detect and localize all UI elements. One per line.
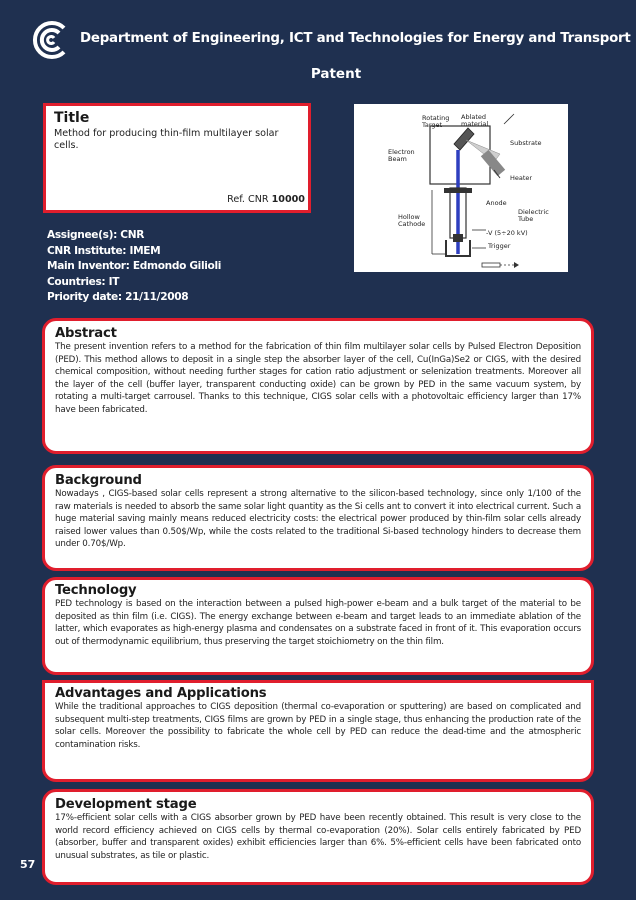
patent-meta [47, 228, 221, 306]
ped-diagram [354, 104, 568, 272]
development-card [42, 789, 594, 885]
ped-diagram-drawing [354, 104, 568, 272]
label-rotating-target: Rotating Target [422, 114, 450, 129]
background-text: Nowadays , CIGS-based solar cells represent a strong alternative to the silicon-based technology, since only 1/100 of the raw materials is needed to absorb the same solar light quantity as the Si cells ant to convert it into electrical current. Such a huge material saving mainly means reduced electricity costs: the electrical power produced by thin-film solar cells already raised lower values than 0.50$/Wp, while the costs related to the traditional Si-based technology hinders to decrease them under 0.70$/Wp. [55, 489, 581, 550]
main-inventor: Main Inventor: Edmondo Gilioli [47, 260, 222, 273]
title-text: Method for producing thin-film multilayer solar cells. [54, 128, 279, 151]
institute: CNR Institute: IMEM [47, 244, 161, 257]
title-box [43, 103, 311, 213]
abstract-heading: Abstract [55, 326, 117, 341]
label-voltage: -V (5÷20 kV) [486, 229, 528, 237]
development-heading: Development stage [55, 797, 197, 812]
label-hollow-cathode: Hollow Cathode [398, 213, 426, 228]
cathode-core [453, 234, 463, 242]
label-anode: Anode [486, 199, 507, 207]
technology-heading: Technology [55, 583, 137, 598]
development-text: 17%-efficient solar cells with a CIGS absorber grown by PED have been recently obtained. This result is very close to the world record efficiency achieved on CIGS cells by thermal co-evaporation (20%). Solar cells entirely fabricated by PED (absorber, buffer and transparent oxides) exhibit efficiencies larger than 6%. 5%-efficient cells have been fabricated onto unusual substrates, as tile or plastic. [55, 813, 581, 861]
label-substrate: Substrate [510, 139, 542, 147]
ref-prefix: Ref. CNR [227, 194, 272, 205]
label-ablated-material: Ablated material [461, 113, 489, 128]
ref-number: 10000 [271, 194, 305, 205]
cnr-logo-icon [30, 20, 70, 60]
assignee: Assignee(s): CNR [47, 229, 145, 241]
background-card [42, 465, 594, 571]
label-electron-beam: Electron Beam [388, 148, 415, 163]
advantages-heading: Advantages and Applications [55, 686, 267, 701]
anode [444, 188, 472, 193]
label-trigger: Trigger [488, 242, 511, 250]
label-dielectric-tube: Dielectric Tube [518, 208, 549, 223]
priority-date: Priority date: 21/11/2008 [47, 291, 189, 304]
page-number: 57 [20, 858, 36, 871]
rotating-target [454, 128, 474, 150]
department-title: Department of Engineering, ICT and Technologies for Energy and Transport [80, 31, 631, 46]
technology-card [42, 577, 594, 675]
reference [227, 194, 305, 205]
abstract-text: The present invention refers to a method for the fabrication of thin film multilayer solar cells by Pulsed Electron Deposition (PED). This method allows to deposit in a single step the absorber layer of the cell, Cu(InGa)Se2 or CIGS, with the desired chemical composition, without needing further stages for cation ratio adjustment or selenization treatments. Moreover all the layer of the cell (buffer layer, transparent conducting oxide) can be grown by PED in the same vacuum system, by rotating a multi-target carrousel. Thanks to this technique, CIGS solar cells with a photovoltaic efficiency larger than 17% have been fabricated. [55, 342, 581, 415]
abstract-card [42, 318, 594, 454]
vacuum-chamber [430, 126, 490, 184]
technology-text: PED technology is based on the interaction between a pulsed high-power e-beam and a bulk target of the material to be deposited as thin film (i.e. CIGS). The energy exchange between e-beam and target leads to an immediate ablation of the latter, which evaporates as high-energy plasma and condensates on a substrate faced in front of it. This evaporation occurs out of thermodynamic equilibrium, thus preserving the target stoichiometry on the thin film. [55, 599, 581, 647]
advantages-text: While the traditional approaches to CIGS deposition (thermal co-evaporation or sputtering) are based on complicated and subsequent multi-step treatments, CIGS films are grown by PED in a single stage, thus enhancing the production rate of the solar cells. Moreover the possibility to fabricate the whole cell by PED can reduce the dead-time and the atmospheric contamination risks. [55, 702, 581, 750]
title-heading: Title [54, 110, 90, 126]
advantages-card [42, 680, 594, 782]
label-heater: Heater [510, 174, 533, 182]
section-label: Patent [310, 66, 362, 82]
background-heading: Background [55, 473, 142, 488]
countries: Countries: IT [47, 275, 120, 288]
